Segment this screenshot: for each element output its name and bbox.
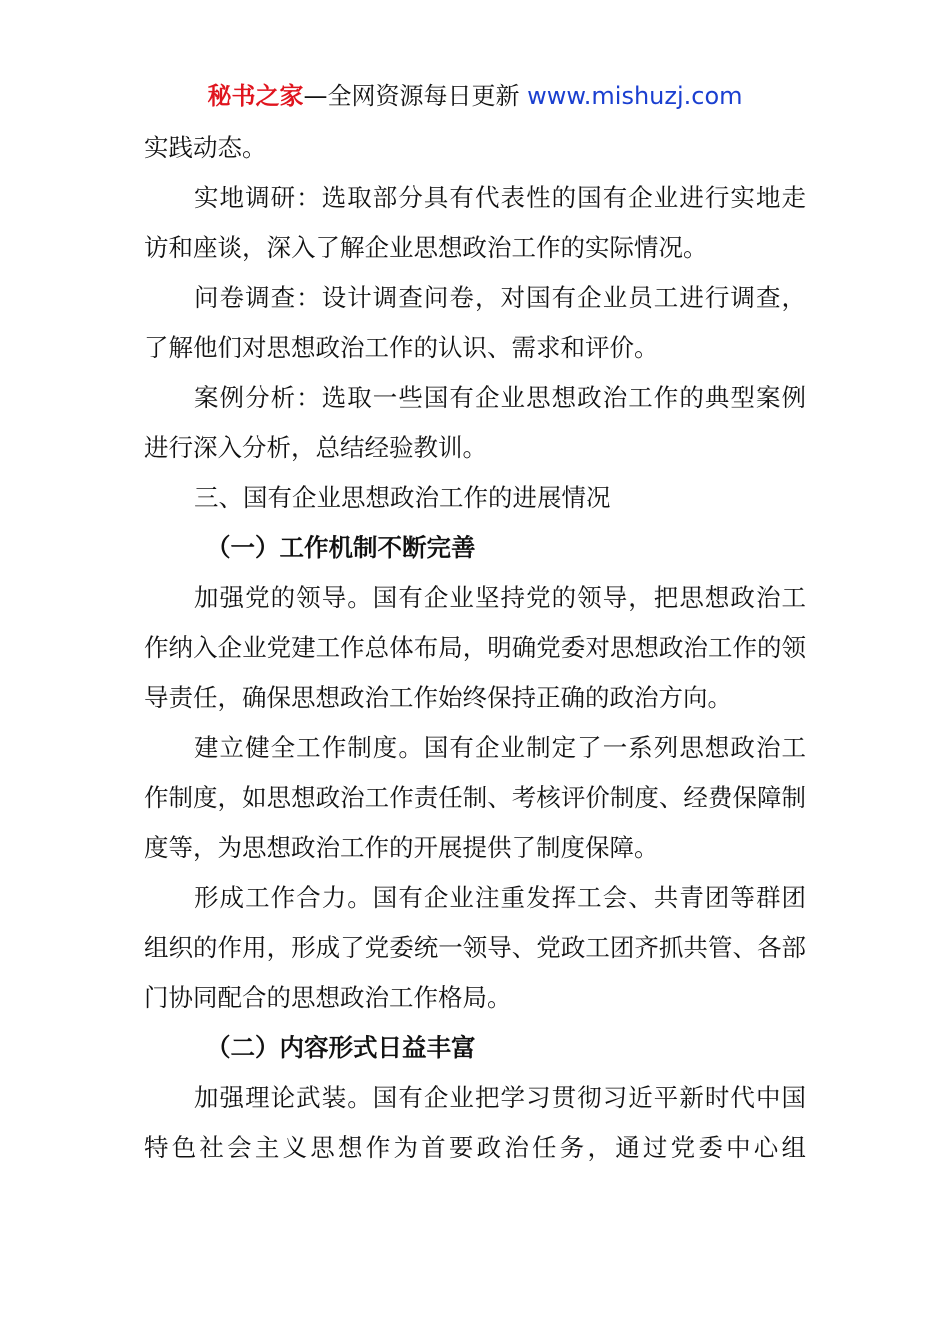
section-heading-3: 三、国有企业思想政治工作的进展情况 xyxy=(194,483,611,512)
document-body xyxy=(144,123,806,1173)
paragraph-field-research: 实地调研：选取部分具有代表性的国有企业进行实地走访和座谈，深入了解企业思想政治工作的实际情况。 xyxy=(144,183,806,262)
paragraph-theory-study: 加强理论武装。国有企业把学习贯彻习近平新时代中国特色社会主义思想作为首要政治任务，通过党委中心组 xyxy=(144,1083,806,1162)
paragraph-questionnaire: 问卷调查：设计调查问卷，对国有企业员工进行调查，了解他们对思想政治工作的认识、需求和评价。 xyxy=(144,283,806,362)
paragraph-work-synergy: 形成工作合力。国有企业注重发挥工会、共青团等群团组织的作用，形成了党委统一领导、党政工团齐抓共管、各部门协同配合的思想政治工作格局。 xyxy=(144,883,806,1012)
subheading-1: （一）工作机制不断完善 xyxy=(206,533,476,562)
header-tagline: —全网资源每日更新 xyxy=(303,82,528,110)
subheading-2: （二）内容形式日益丰富 xyxy=(206,1033,476,1062)
paragraph-continued: 实践动态。 xyxy=(144,133,267,162)
paragraph-case-analysis: 案例分析：选取一些国有企业思想政治工作的典型案例进行深入分析，总结经验教训。 xyxy=(144,383,806,462)
paragraph-work-system: 建立健全工作制度。国有企业制定了一系列思想政治工作制度，如思想政治工作责任制、考核评价制度、经费保障制度等，为思想政治工作的开展提供了制度保障。 xyxy=(144,733,806,862)
paragraph-party-leadership: 加强党的领导。国有企业坚持党的领导，把思想政治工作纳入企业党建工作总体布局，明确党委对思想政治工作的领导责任，确保思想政治工作始终保持正确的政治方向。 xyxy=(144,583,806,712)
header-brand: 秘书之家 xyxy=(207,82,304,110)
page-header xyxy=(0,80,950,112)
header-url-link[interactable]: www.mishuzj.com xyxy=(527,82,743,110)
